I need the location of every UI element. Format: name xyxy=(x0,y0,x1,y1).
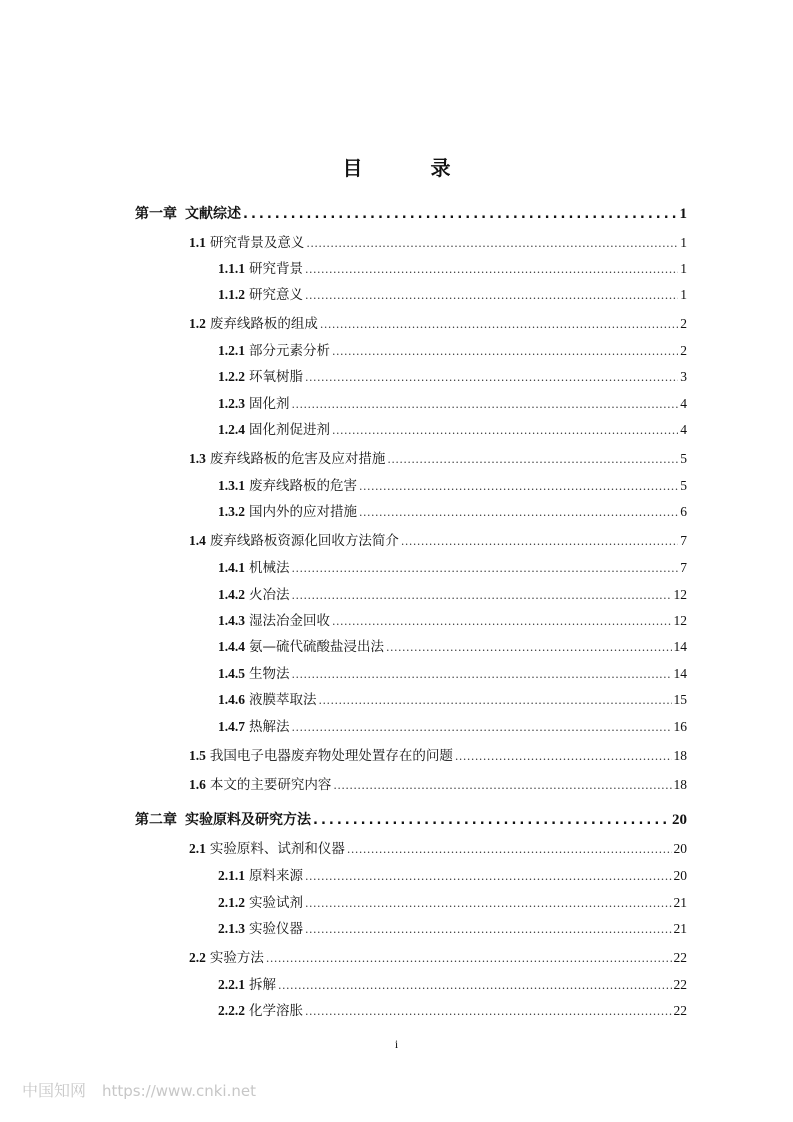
toc-leader-dots xyxy=(306,233,678,255)
toc-entry[interactable] xyxy=(218,501,687,523)
toc-entry-number: 第一章 xyxy=(135,206,177,222)
toc-leader-dots xyxy=(319,690,672,712)
toc-leader-dots xyxy=(320,314,678,336)
toc-leader-dots xyxy=(333,775,671,797)
toc-entry[interactable] xyxy=(189,745,687,767)
watermark-brand: 中国知网 xyxy=(22,1081,87,1100)
toc-entry-page: 14 xyxy=(673,639,687,654)
toc-entry-number: 1.1.2 xyxy=(218,287,245,302)
toc-leader-dots xyxy=(359,476,678,498)
toc-leader-dots xyxy=(292,585,672,607)
toc-entry-label: 文献综述 xyxy=(185,206,241,222)
toc-entry[interactable] xyxy=(218,865,687,887)
toc-entry-number: 1.2.3 xyxy=(218,396,245,411)
toc-entry-label: 实验试剂 xyxy=(249,895,303,911)
toc-entry-page: 3 xyxy=(680,369,687,384)
toc-leader-dots xyxy=(266,948,672,970)
toc-entry[interactable] xyxy=(218,393,687,415)
toc-entry-number: 1.2.2 xyxy=(218,369,245,384)
toc-entry-number: 1.6 xyxy=(189,777,206,792)
toc-leader-dots xyxy=(305,259,678,281)
toc-entry-label: 拆解 xyxy=(249,977,276,993)
toc-entry-page: 4 xyxy=(680,422,687,437)
toc-entry-label: 实验方法 xyxy=(209,950,264,966)
toc-entry[interactable] xyxy=(189,530,687,552)
toc-leader-dots xyxy=(455,746,672,768)
toc-entry[interactable] xyxy=(218,366,687,388)
toc-leader-dots xyxy=(305,866,672,888)
toc-entry-number: 2.1.2 xyxy=(218,895,245,910)
toc-entry-label: 废弃线路板资源化回收方法简介 xyxy=(209,533,399,549)
toc-entry-number: 1.5 xyxy=(189,748,206,763)
toc-leader-dots xyxy=(332,341,678,363)
toc-entry-page: 2 xyxy=(680,343,687,358)
toc-entry-number: 1.2 xyxy=(189,316,206,331)
toc-leader-dots xyxy=(305,367,678,389)
toc-entry[interactable] xyxy=(218,284,687,306)
page-number: i xyxy=(394,1037,399,1051)
toc-entry-page: 1 xyxy=(680,261,687,276)
toc-entry-page: 5 xyxy=(680,451,687,466)
toc-entry-label: 研究背景及意义 xyxy=(209,235,305,251)
toc-entry-number: 1.4.1 xyxy=(218,560,245,575)
toc-entry-label: 液膜萃取法 xyxy=(249,692,317,708)
toc-leader-dots xyxy=(332,420,678,442)
toc-leader-dots xyxy=(305,919,672,941)
toc-entry[interactable] xyxy=(218,419,687,441)
toc-leader-dots xyxy=(243,204,678,226)
toc-entry-number: 1.4 xyxy=(189,533,206,548)
toc-entry[interactable] xyxy=(218,636,687,658)
toc-entry-page: 18 xyxy=(673,748,687,763)
toc-entry-label: 国内外的应对措施 xyxy=(249,504,357,520)
toc-entry-number: 1.4.6 xyxy=(218,692,245,707)
toc-entry-label: 实验原料及研究方法 xyxy=(185,812,311,828)
toc-leader-dots xyxy=(292,558,679,580)
toc-entry-label: 热解法 xyxy=(249,719,290,735)
toc-leader-dots xyxy=(332,611,672,633)
toc-entry-label: 机械法 xyxy=(249,560,290,576)
toc-leader-dots xyxy=(386,637,672,659)
toc-entry-page: 7 xyxy=(680,533,687,548)
toc-entry[interactable] xyxy=(189,838,687,860)
toc-entry[interactable] xyxy=(218,716,687,738)
toc-entry-number: 1.4.2 xyxy=(218,587,245,602)
toc-entry-label: 固化剂促进剂 xyxy=(249,422,330,438)
toc-entry[interactable] xyxy=(218,475,687,497)
toc-leader-dots xyxy=(278,975,672,997)
toc-leader-dots xyxy=(313,810,670,832)
toc-leader-dots xyxy=(401,531,678,553)
toc-leader-dots xyxy=(387,449,678,471)
toc-entry-page: 22 xyxy=(673,1003,687,1018)
toc-entry-page: 20 xyxy=(673,841,687,856)
toc-entry-page: 12 xyxy=(673,587,687,602)
toc-leader-dots xyxy=(292,394,679,416)
toc-entry[interactable] xyxy=(189,448,687,470)
toc-entry-page: 22 xyxy=(673,977,687,992)
toc-leader-dots xyxy=(292,717,672,739)
toc-entry-page: 6 xyxy=(680,504,687,519)
toc-leader-dots xyxy=(305,1001,672,1023)
toc-entry-page: 14 xyxy=(673,666,687,681)
toc-entry-number: 1.1.1 xyxy=(218,261,245,276)
toc-entry-number: 2.2.2 xyxy=(218,1003,245,1018)
toc-entry-page: 21 xyxy=(673,895,687,910)
toc-entry-page: 2 xyxy=(680,316,687,331)
toc-entry-page: 5 xyxy=(680,478,687,493)
toc-entry-page: 20 xyxy=(673,868,687,883)
toc-entry-page: 1 xyxy=(679,206,687,222)
toc-entry-label: 氨—硫代硫酸盐浸出法 xyxy=(249,639,384,655)
toc-entry-page: 1 xyxy=(680,235,687,250)
toc-entry-page: 1 xyxy=(680,287,687,302)
toc-entry[interactable] xyxy=(218,258,687,280)
toc-entry-page: 15 xyxy=(673,692,687,707)
toc-entry-number: 2.2.1 xyxy=(218,977,245,992)
toc-entry[interactable] xyxy=(218,557,687,579)
toc-entry[interactable] xyxy=(218,892,687,914)
toc-chapter-entry[interactable] xyxy=(135,203,687,225)
toc-entry-number: 1.3.1 xyxy=(218,478,245,493)
toc-entry-number: 1.2.1 xyxy=(218,343,245,358)
toc-entry-label: 生物法 xyxy=(249,666,290,682)
toc-entry-label: 部分元素分析 xyxy=(249,343,330,359)
toc-entry-label: 实验仪器 xyxy=(249,921,303,937)
toc-entry-label: 我国电子电器废弃物处理处置存在的问题 xyxy=(209,748,453,764)
toc-entry-number: 2.1.1 xyxy=(218,868,245,883)
toc-entry[interactable] xyxy=(218,918,687,940)
toc-entry-label: 湿法冶金回收 xyxy=(249,613,330,629)
watermark-url: https://www.cnki.net xyxy=(102,1082,256,1100)
toc-entry-number: 1.4.4 xyxy=(218,639,245,654)
toc-entry[interactable] xyxy=(218,974,687,996)
toc-entry-page: 4 xyxy=(680,396,687,411)
toc-entry-label: 研究背景 xyxy=(249,261,303,277)
toc-entry[interactable] xyxy=(218,1000,687,1022)
toc-chapter-entry[interactable] xyxy=(135,809,687,831)
toc-entry-label: 废弃线路板的危害及应对措施 xyxy=(209,451,386,467)
toc-entry-label: 本文的主要研究内容 xyxy=(209,777,332,793)
toc-entry-label: 化学溶胀 xyxy=(249,1003,303,1019)
toc-entry[interactable] xyxy=(189,947,687,969)
toc-entry[interactable] xyxy=(218,689,687,711)
toc-entry-label: 火冶法 xyxy=(249,587,290,603)
toc-leader-dots xyxy=(359,502,678,524)
toc-entry-page: 20 xyxy=(672,812,687,828)
toc-entry-page: 16 xyxy=(673,719,687,734)
toc-entry-page: 18 xyxy=(673,777,687,792)
toc-entry[interactable] xyxy=(218,584,687,606)
page-title: 目 录 xyxy=(342,156,475,180)
toc-entry-number: 1.2.4 xyxy=(218,422,245,437)
toc-entry-label: 固化剂 xyxy=(249,396,290,412)
toc-entry-label: 实验原料、试剂和仪器 xyxy=(209,841,345,857)
toc-entry-label: 研究意义 xyxy=(249,287,303,303)
toc-entry-label: 废弃线路板的危害 xyxy=(249,478,357,494)
toc-entry[interactable] xyxy=(189,313,687,335)
toc-entry[interactable] xyxy=(218,340,687,362)
toc-entry-number: 第二章 xyxy=(135,812,177,828)
toc-entry[interactable] xyxy=(218,610,687,632)
toc-entry[interactable] xyxy=(218,663,687,685)
watermark xyxy=(22,1078,256,1101)
toc-entry-number: 1.1 xyxy=(189,235,206,250)
toc-leader-dots xyxy=(305,893,672,915)
toc-entry-page: 12 xyxy=(673,613,687,628)
toc-entry-number: 2.1 xyxy=(189,841,206,856)
toc-entry-label: 原料来源 xyxy=(249,868,303,884)
toc-entry-page: 22 xyxy=(673,950,687,965)
toc-entry-label: 废弃线路板的组成 xyxy=(209,316,318,332)
toc-entry-number: 2.2 xyxy=(189,950,206,965)
toc-entry-number: 1.4.7 xyxy=(218,719,245,734)
toc-entry-label: 环氧树脂 xyxy=(249,369,303,385)
toc-entry-page: 21 xyxy=(673,921,687,936)
toc-entry-number: 1.3 xyxy=(189,451,206,466)
toc-entry-number: 1.4.5 xyxy=(218,666,245,681)
toc-leader-dots xyxy=(292,664,672,686)
toc-entry-page: 7 xyxy=(680,560,687,575)
toc-entry[interactable] xyxy=(189,232,687,254)
toc-leader-dots xyxy=(347,839,672,861)
toc-entry-number: 1.3.2 xyxy=(218,504,245,519)
toc-entry-number: 1.4.3 xyxy=(218,613,245,628)
toc-entry[interactable] xyxy=(189,774,687,796)
toc-leader-dots xyxy=(305,285,678,307)
toc-entry-number: 2.1.3 xyxy=(218,921,245,936)
